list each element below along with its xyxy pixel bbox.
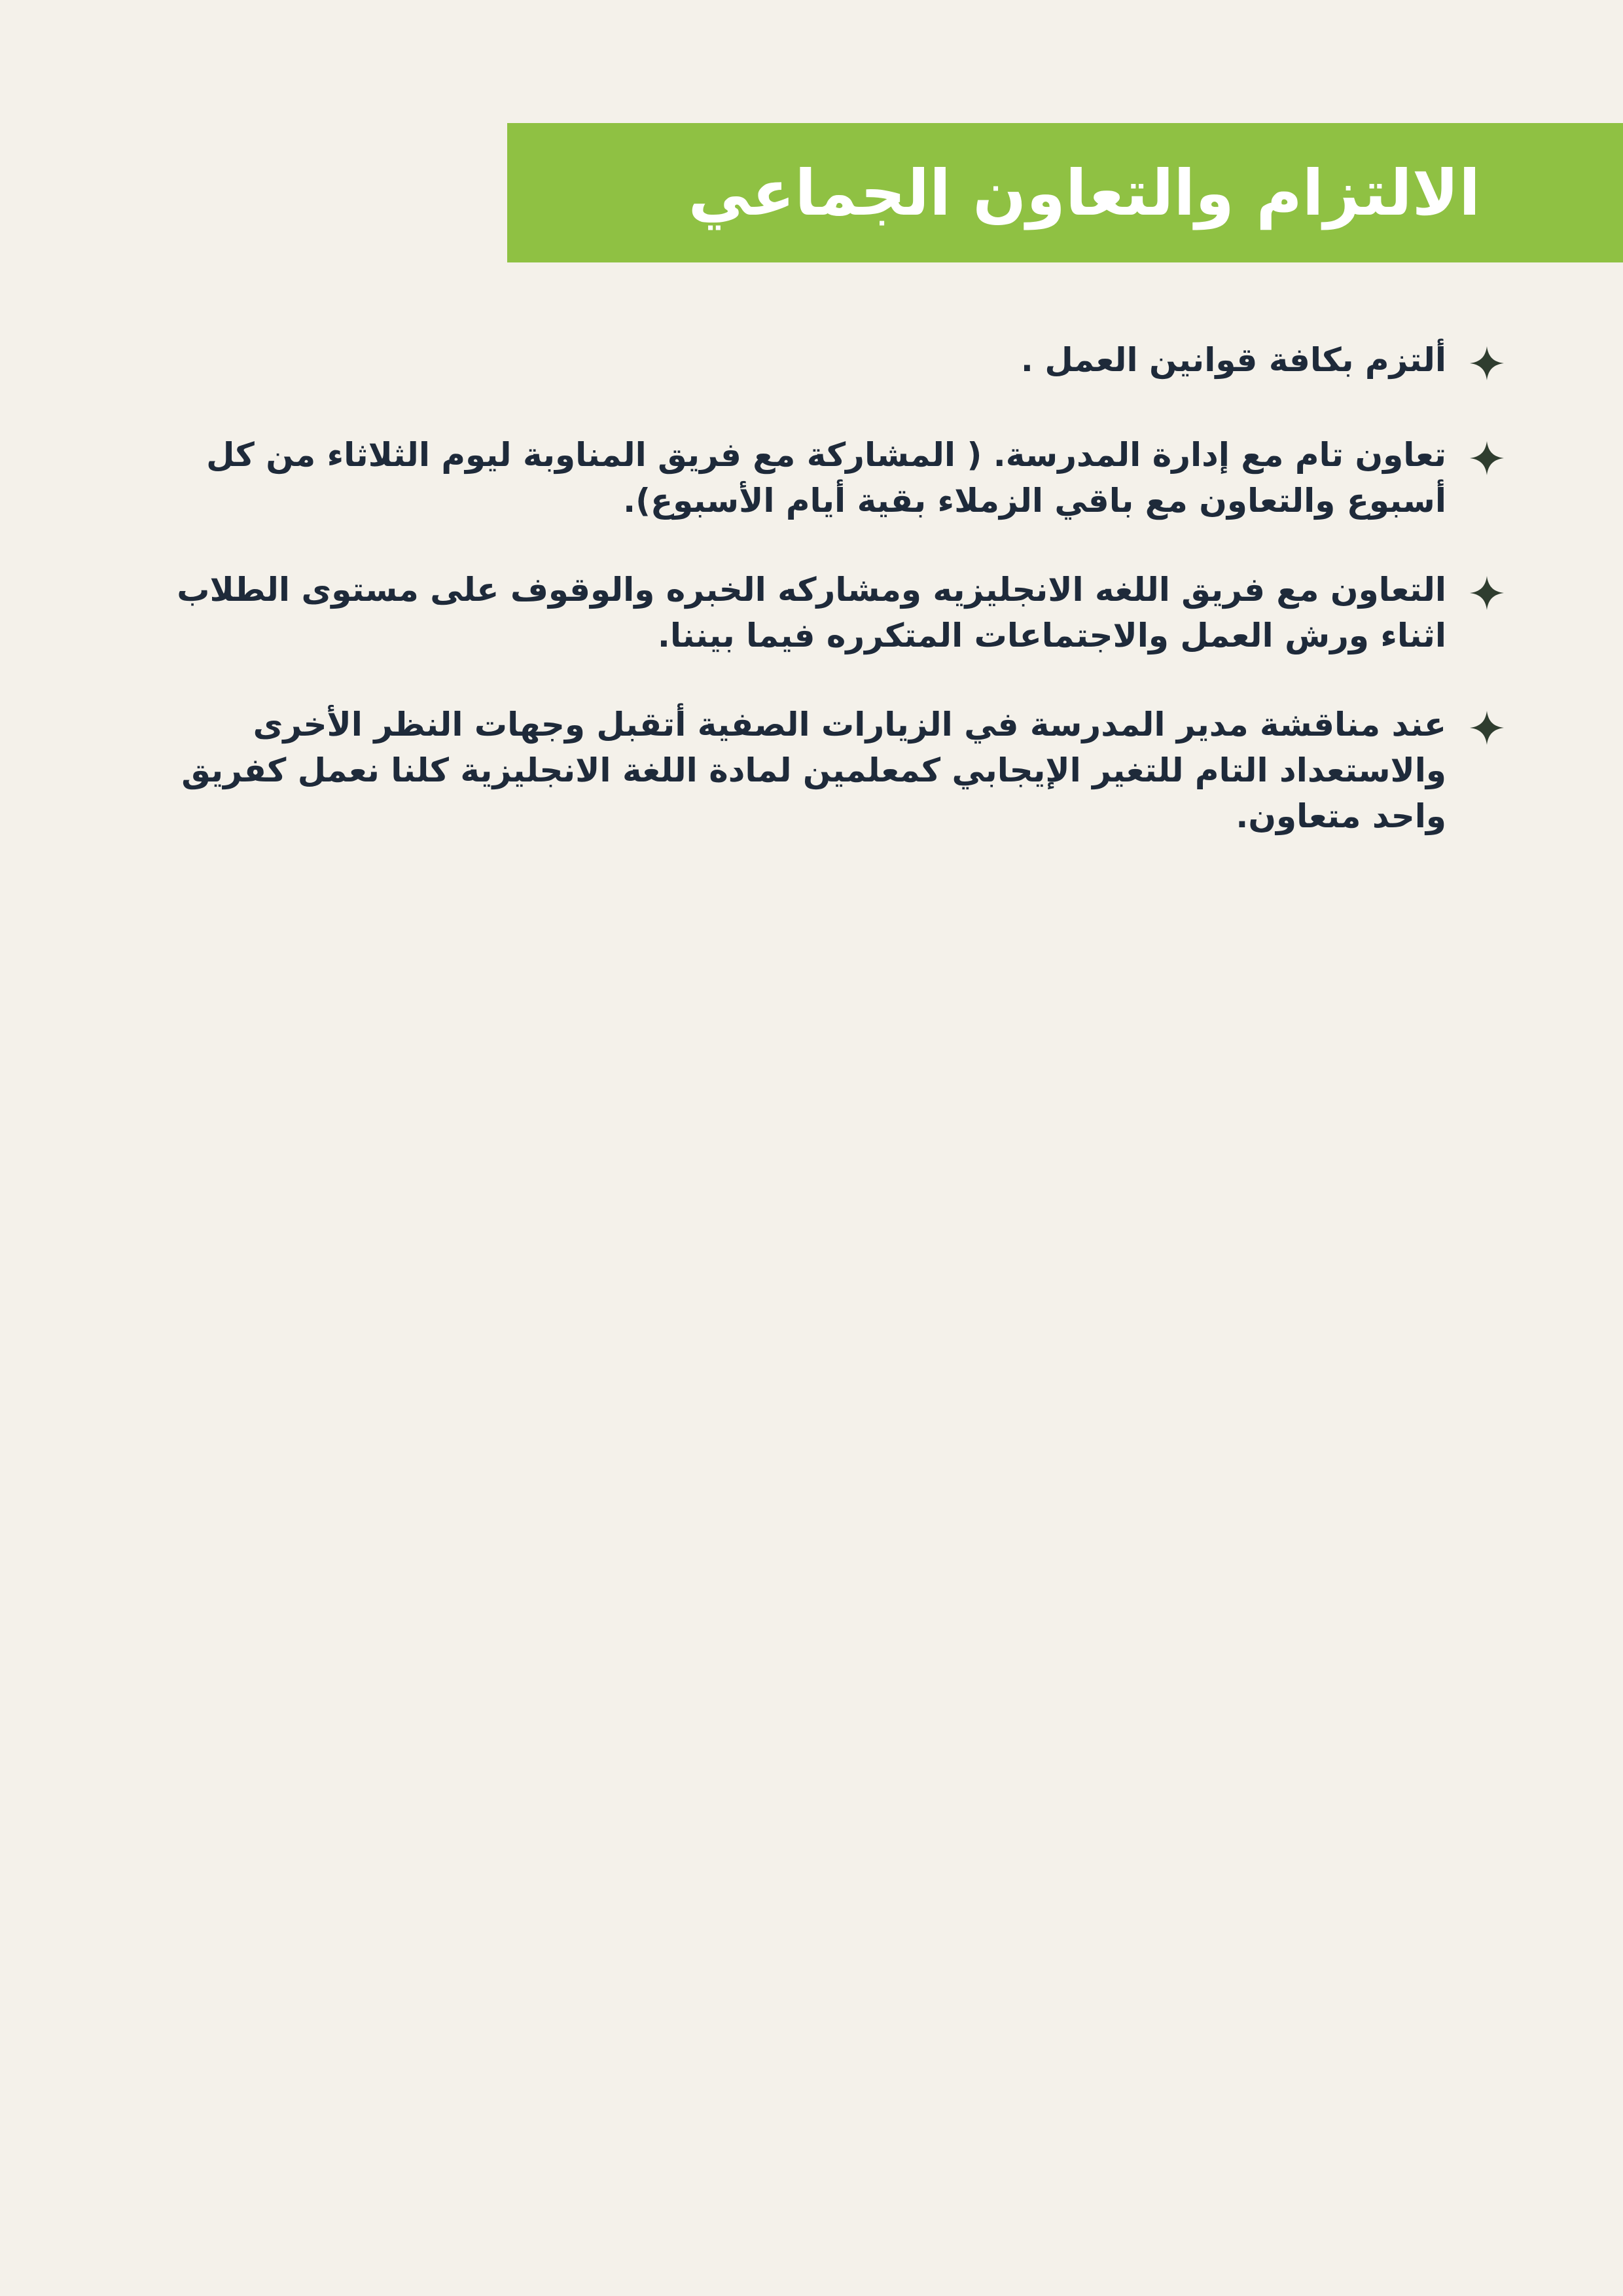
page-title: الالتزام والتعاون الجماعي [688,156,1480,230]
bullet-list [157,337,1505,882]
title-banner [507,123,1623,262]
list-item-text: ألتزم بكافة قوانين العمل . [1020,341,1446,379]
list-item-text: عند مناقشة مدير المدرسة في الزيارات الصفية أتقبل وجهات النظر الأخرى والاستعداد التام للتغير الإيجابي كمعلمين لمادة اللغة الانجليزية كلنا نعمل كفريق واحد متعاون. [181,706,1446,835]
four-point-star-icon [1469,575,1505,611]
four-point-star-icon [1469,345,1505,382]
list-item-text: التعاون مع فريق اللغه الانجليزيه ومشاركه الخبره والوقوف على مستوى الطلاب اثناء ورش العمل والاجتماعات المتكرره فيما بيننا. [177,571,1446,655]
list-item-text: تعاون تام مع إدارة المدرسة. ( المشاركة مع فريق المناوبة ليوم الثلاثاء من كل أسبوع والتعاون مع باقي الزملاء بقية أيام الأسبوع). [206,436,1446,520]
list-item [157,432,1505,524]
list-item [157,337,1505,383]
four-point-star-icon [1469,440,1505,476]
list-item [157,567,1505,658]
list-item [157,702,1505,839]
four-point-star-icon [1469,709,1505,746]
